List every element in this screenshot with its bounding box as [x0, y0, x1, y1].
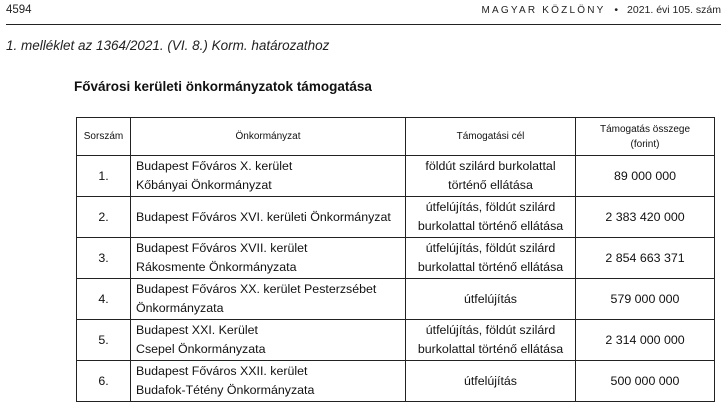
row-number: 2.: [77, 197, 131, 238]
row-amount: 500 000 000: [576, 361, 715, 402]
purpose-line: útfelújítás, földút szilárd: [425, 241, 556, 255]
page-header: [6, 0, 721, 25]
table-row: [77, 238, 715, 279]
row-municipality: [131, 279, 406, 320]
table-row: [77, 320, 715, 361]
purpose-line: útfelújítás: [463, 373, 518, 388]
table-row: [77, 279, 715, 320]
header-purpose: Támogatási cél: [406, 118, 576, 156]
purpose-line: burkolattal történő ellátása: [417, 342, 564, 356]
municipality-line: Budapest Főváros XXII. kerület: [136, 364, 308, 378]
purpose-line: útfelújítás: [463, 291, 518, 306]
purpose-line: útfelújítás, földút szilárd: [425, 200, 556, 214]
row-municipality: [131, 361, 406, 402]
municipality-line: Budapest XXI. Kerület: [136, 323, 258, 337]
row-number: 3.: [77, 238, 131, 279]
municipality-line: Kőbányai Önkormányzat: [136, 178, 272, 192]
purpose-line: történő ellátása: [448, 178, 533, 192]
row-amount: 2 314 000 000: [576, 320, 715, 361]
purpose-line: burkolattal történő ellátása: [417, 219, 564, 233]
table-row: [77, 361, 715, 402]
row-amount: 579 000 000: [576, 279, 715, 320]
row-number: 1.: [77, 156, 131, 197]
row-municipality: [131, 156, 406, 197]
row-amount: 2 854 663 371: [576, 238, 715, 279]
row-purpose: [406, 197, 576, 238]
row-purpose: [406, 361, 576, 402]
annex-reference: 1. melléklet az 1364/2021. (VI. 8.) Korm. határozathoz: [6, 38, 330, 53]
municipality-line: Budapest Főváros XVII. kerület: [136, 241, 308, 255]
header-separator: •: [614, 4, 619, 16]
purpose-line: burkolattal történő ellátása: [417, 260, 564, 274]
row-amount: 2 383 420 000: [576, 197, 715, 238]
journal-info: [482, 4, 721, 16]
row-number: 4.: [77, 279, 131, 320]
support-table: [76, 117, 715, 402]
municipality-line: Önkormányzata: [136, 301, 224, 315]
row-municipality: [131, 320, 406, 361]
table-header-row: [77, 118, 715, 156]
row-purpose: [406, 279, 576, 320]
document-title: Fővárosi kerületi önkormányzatok támogatása: [74, 79, 372, 94]
header-amount: [576, 118, 715, 156]
table-row: [77, 156, 715, 197]
header-amount-line2: (forint): [630, 138, 660, 150]
row-municipality: [131, 238, 406, 279]
row-number: 5.: [77, 320, 131, 361]
row-number: 6.: [77, 361, 131, 402]
municipality-line: Budapest Főváros XX. kerület Pesterzsébet: [136, 282, 377, 296]
row-purpose: [406, 238, 576, 279]
municipality-line: Rákosmente Önkormányzata: [136, 260, 297, 274]
row-municipality: [131, 197, 406, 238]
municipality-line: Budafok-Tétény Önkormányzata: [136, 383, 315, 397]
municipality-line: Budapest Főváros XVI. kerületi Önkormányzat: [136, 209, 391, 224]
row-purpose: [406, 156, 576, 197]
issue-label: 2021. évi 105. szám: [627, 4, 721, 16]
purpose-line: földút szilárd burkolattal: [425, 159, 556, 173]
municipality-line: Csepel Önkormányzata: [136, 342, 266, 356]
page-number: 4594: [6, 4, 32, 16]
header-amount-line1: Támogatás összege: [599, 123, 691, 135]
journal-name: MAGYAR KÖZLÖNY: [481, 5, 606, 16]
row-purpose: [406, 320, 576, 361]
row-amount: 89 000 000: [576, 156, 715, 197]
table-row: [77, 197, 715, 238]
header-municipality: Önkormányzat: [131, 118, 406, 156]
purpose-line: útfelújítás, földút szilárd: [425, 323, 556, 337]
header-number: Sorszám: [77, 118, 131, 156]
municipality-line: Budapest Főváros X. kerület: [136, 159, 293, 173]
